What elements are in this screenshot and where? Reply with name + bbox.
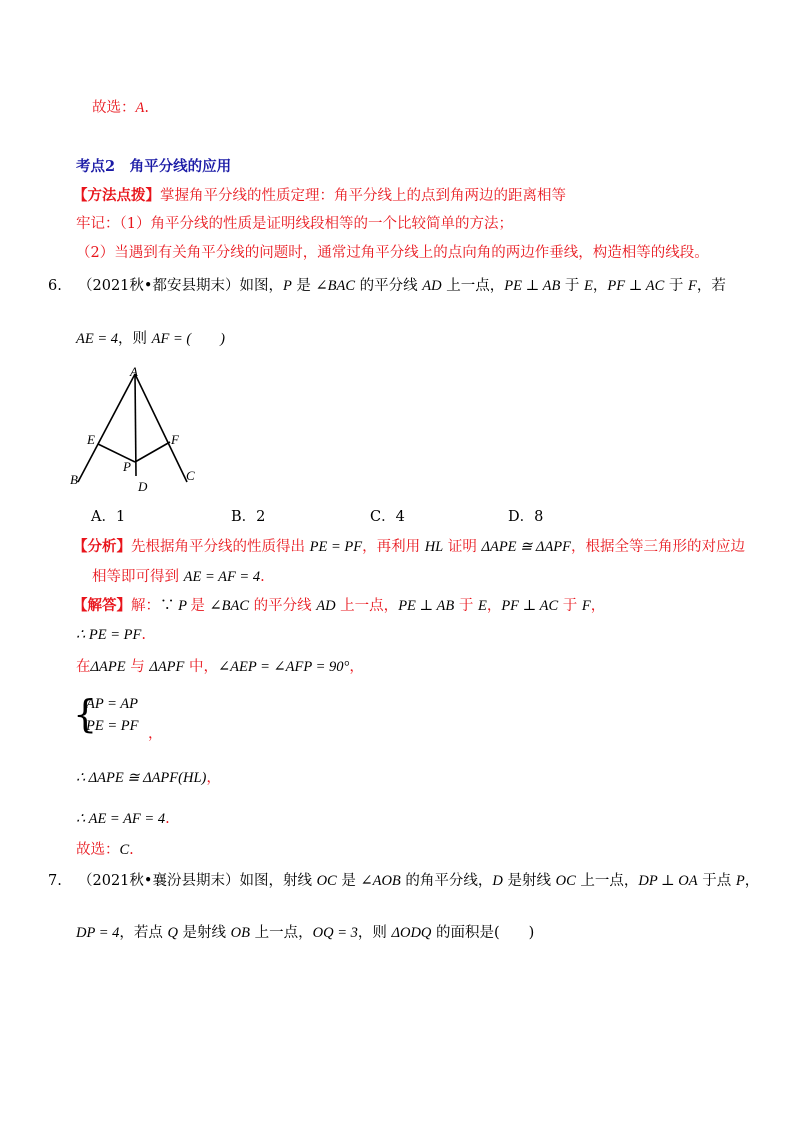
segment-pf [135, 442, 170, 462]
q7-text: ，若点 [119, 925, 168, 941]
q7-math: Q [167, 925, 178, 941]
q7-text: 是射线 [502, 873, 556, 889]
q6-math: E [584, 278, 593, 294]
label-d: D [138, 479, 148, 494]
analysis-math: HL [424, 539, 444, 555]
solution-step-2 [76, 657, 364, 677]
segment-ac [135, 374, 187, 482]
q7-text: 是 [336, 873, 361, 889]
q6-line-2 [76, 329, 225, 349]
solution-step-4 [76, 809, 170, 829]
analysis-math: PE = PF [309, 539, 363, 555]
q6-number: 6. [48, 278, 62, 294]
q7-math: OQ = 3 [312, 925, 358, 941]
solution-text: 是 [190, 598, 210, 614]
q6-math: AD [422, 278, 442, 294]
q6-text: （2021秋•都安县期末）如图， [78, 278, 283, 294]
solution-math: ∠BAC [209, 598, 250, 614]
analysis-line-1 [73, 537, 745, 557]
solution-text: 的平分线 [249, 598, 317, 614]
q7-math: P [735, 873, 745, 889]
solution-math: ΔAPF [149, 659, 185, 675]
q6-math: AF = ( ) [151, 331, 226, 347]
system-eq-2 [86, 716, 138, 736]
q6-math: PF ⊥ AC [607, 278, 665, 294]
analysis-text: . [260, 569, 265, 585]
system-eq-1: AP = AP [86, 696, 138, 712]
solution-math: ΔAPE [90, 659, 126, 675]
method-tip [73, 186, 566, 206]
q7-text: 于点 [697, 873, 736, 889]
solution-text: . [129, 842, 134, 858]
q6-text: 于 [664, 278, 688, 294]
analysis-line-2 [92, 567, 265, 587]
label-b: B [70, 472, 78, 487]
q7-text: 是射线 [177, 925, 231, 941]
solution-tag: 【解答】 [73, 597, 131, 614]
q7-line-1 [78, 871, 759, 891]
system-brace: { [73, 692, 98, 736]
q6-text: ，则 [118, 331, 152, 347]
solution-math: ∴ AE = AF = 4 [76, 811, 166, 827]
previous-answer [92, 98, 149, 118]
method-note-2: （2）当遇到有关角平分线的问题时，通常过角平分线上的点向角的两边作垂线，构造相等的线段。 [76, 245, 709, 261]
answer-value: C [119, 842, 130, 858]
label-c: C [186, 468, 195, 483]
analysis-text: 证明 [443, 539, 482, 555]
method-text: 掌握角平分线的性质定理：角平分线上的点到角两边的距离相等 [160, 188, 566, 204]
q7-line-2 [76, 923, 534, 943]
q7-text: ，则 [357, 925, 392, 941]
analysis-math: ΔAPE ≅ ΔAPF [481, 539, 572, 555]
q6-text: ， [592, 278, 608, 294]
solution-answer [76, 840, 134, 860]
q6-math: F [687, 278, 697, 294]
solution-text: . [141, 627, 146, 643]
q7-number: 7. [48, 873, 62, 889]
label-e: E [87, 432, 95, 447]
solution-line-1 [73, 596, 605, 616]
analysis-tag: 【分析】 [73, 538, 131, 555]
q6-line-1 [78, 276, 726, 296]
solution-text: ， [486, 598, 502, 614]
solution-text: 于 [558, 598, 582, 614]
q7-text: 的角平分线， [400, 873, 493, 889]
solution-text: . [165, 811, 170, 827]
answer-suffix: . [144, 100, 149, 116]
q6-math: ∠BAC [315, 278, 356, 294]
q6-text: 是 [291, 278, 316, 294]
q7-text: （2021秋•襄汾县期末）如图，射线 [78, 873, 317, 889]
section-title: 考点2 角平分线的应用 [76, 158, 232, 175]
because-symbol: ∵ [160, 598, 175, 614]
q7-math: OB [230, 925, 251, 941]
analysis-text: 先根据角平分线的性质得出 [131, 539, 310, 555]
analysis-text: ，再利用 [362, 539, 425, 555]
q6-text: 的平分线 [355, 278, 423, 294]
choice-b[interactable]: B．2 [231, 509, 266, 525]
q7-math: ∠AOB [360, 873, 401, 889]
q7-math: OC [316, 873, 337, 889]
label-a: A [130, 364, 138, 379]
q7-text: 的面积是( ) [431, 925, 535, 941]
solution-math: ∴ PE = PF [76, 627, 142, 643]
q7-math: ΔODQ [391, 925, 432, 941]
solution-text: ， [349, 659, 364, 675]
q6-math: PE ⊥ AB [504, 278, 561, 294]
solution-text: 上一点， [335, 598, 399, 614]
answer-value: A [135, 100, 145, 116]
solution-math: PE ⊥ AB [398, 598, 455, 614]
method-note-1: 牢记：（1）角平分线的性质是证明线段相等的一个比较简单的方法； [76, 216, 513, 232]
analysis-math: AE = AF = 4 [183, 569, 261, 585]
solution-text: 故选： [76, 842, 120, 858]
choice-a[interactable]: A．1 [91, 509, 126, 525]
label-p: P [123, 459, 131, 474]
solution-text: 在 [76, 659, 91, 675]
solution-math: ∴ ΔAPE ≅ ΔAPF(HL) [76, 770, 207, 786]
solution-text: ， [206, 770, 221, 786]
solution-text: 于 [454, 598, 478, 614]
answer-prefix: 故选： [92, 100, 136, 116]
solution-text: 与 [125, 659, 150, 675]
label-f: F [171, 432, 179, 447]
q6-text: 上一点， [441, 278, 505, 294]
solution-math: PF ⊥ AC [501, 598, 559, 614]
choice-d[interactable]: D．8 [508, 509, 544, 525]
q6-figure [60, 360, 210, 500]
solution-math: AD [316, 598, 336, 614]
q7-text: 上一点， [250, 925, 313, 941]
solution-math: PE = PF [86, 718, 139, 734]
solution-math: ∠AEP = ∠AFP = 90° [218, 659, 350, 675]
q7-math: DP = 4 [76, 925, 120, 941]
q6-math: P [282, 278, 292, 294]
solution-math: F [581, 598, 591, 614]
solution-step-3 [76, 768, 221, 788]
solution-text: 解： [131, 598, 160, 614]
system-end: ， [148, 726, 163, 742]
q7-math: DP ⊥ OA [638, 873, 698, 889]
analysis-text: 相等即可得到 [92, 569, 184, 585]
solution-text: ， [590, 598, 606, 614]
choice-c[interactable]: C．4 [370, 509, 405, 525]
q6-text: ，若 [696, 278, 726, 294]
q7-math: D [492, 873, 503, 889]
analysis-text: ，根据全等三角形的对应边 [571, 539, 746, 555]
q7-text: ， [744, 873, 760, 889]
q7-math: OC [555, 873, 576, 889]
method-tag: 【方法点拨】 [73, 187, 160, 204]
solution-step-1 [76, 625, 146, 645]
solution-text: 中， [184, 659, 219, 675]
solution-math: E [477, 598, 487, 614]
q6-text: 于 [560, 278, 585, 294]
q7-text: 上一点， [575, 873, 639, 889]
q6-math: AE = 4 [76, 331, 118, 347]
solution-math: P [174, 598, 191, 614]
